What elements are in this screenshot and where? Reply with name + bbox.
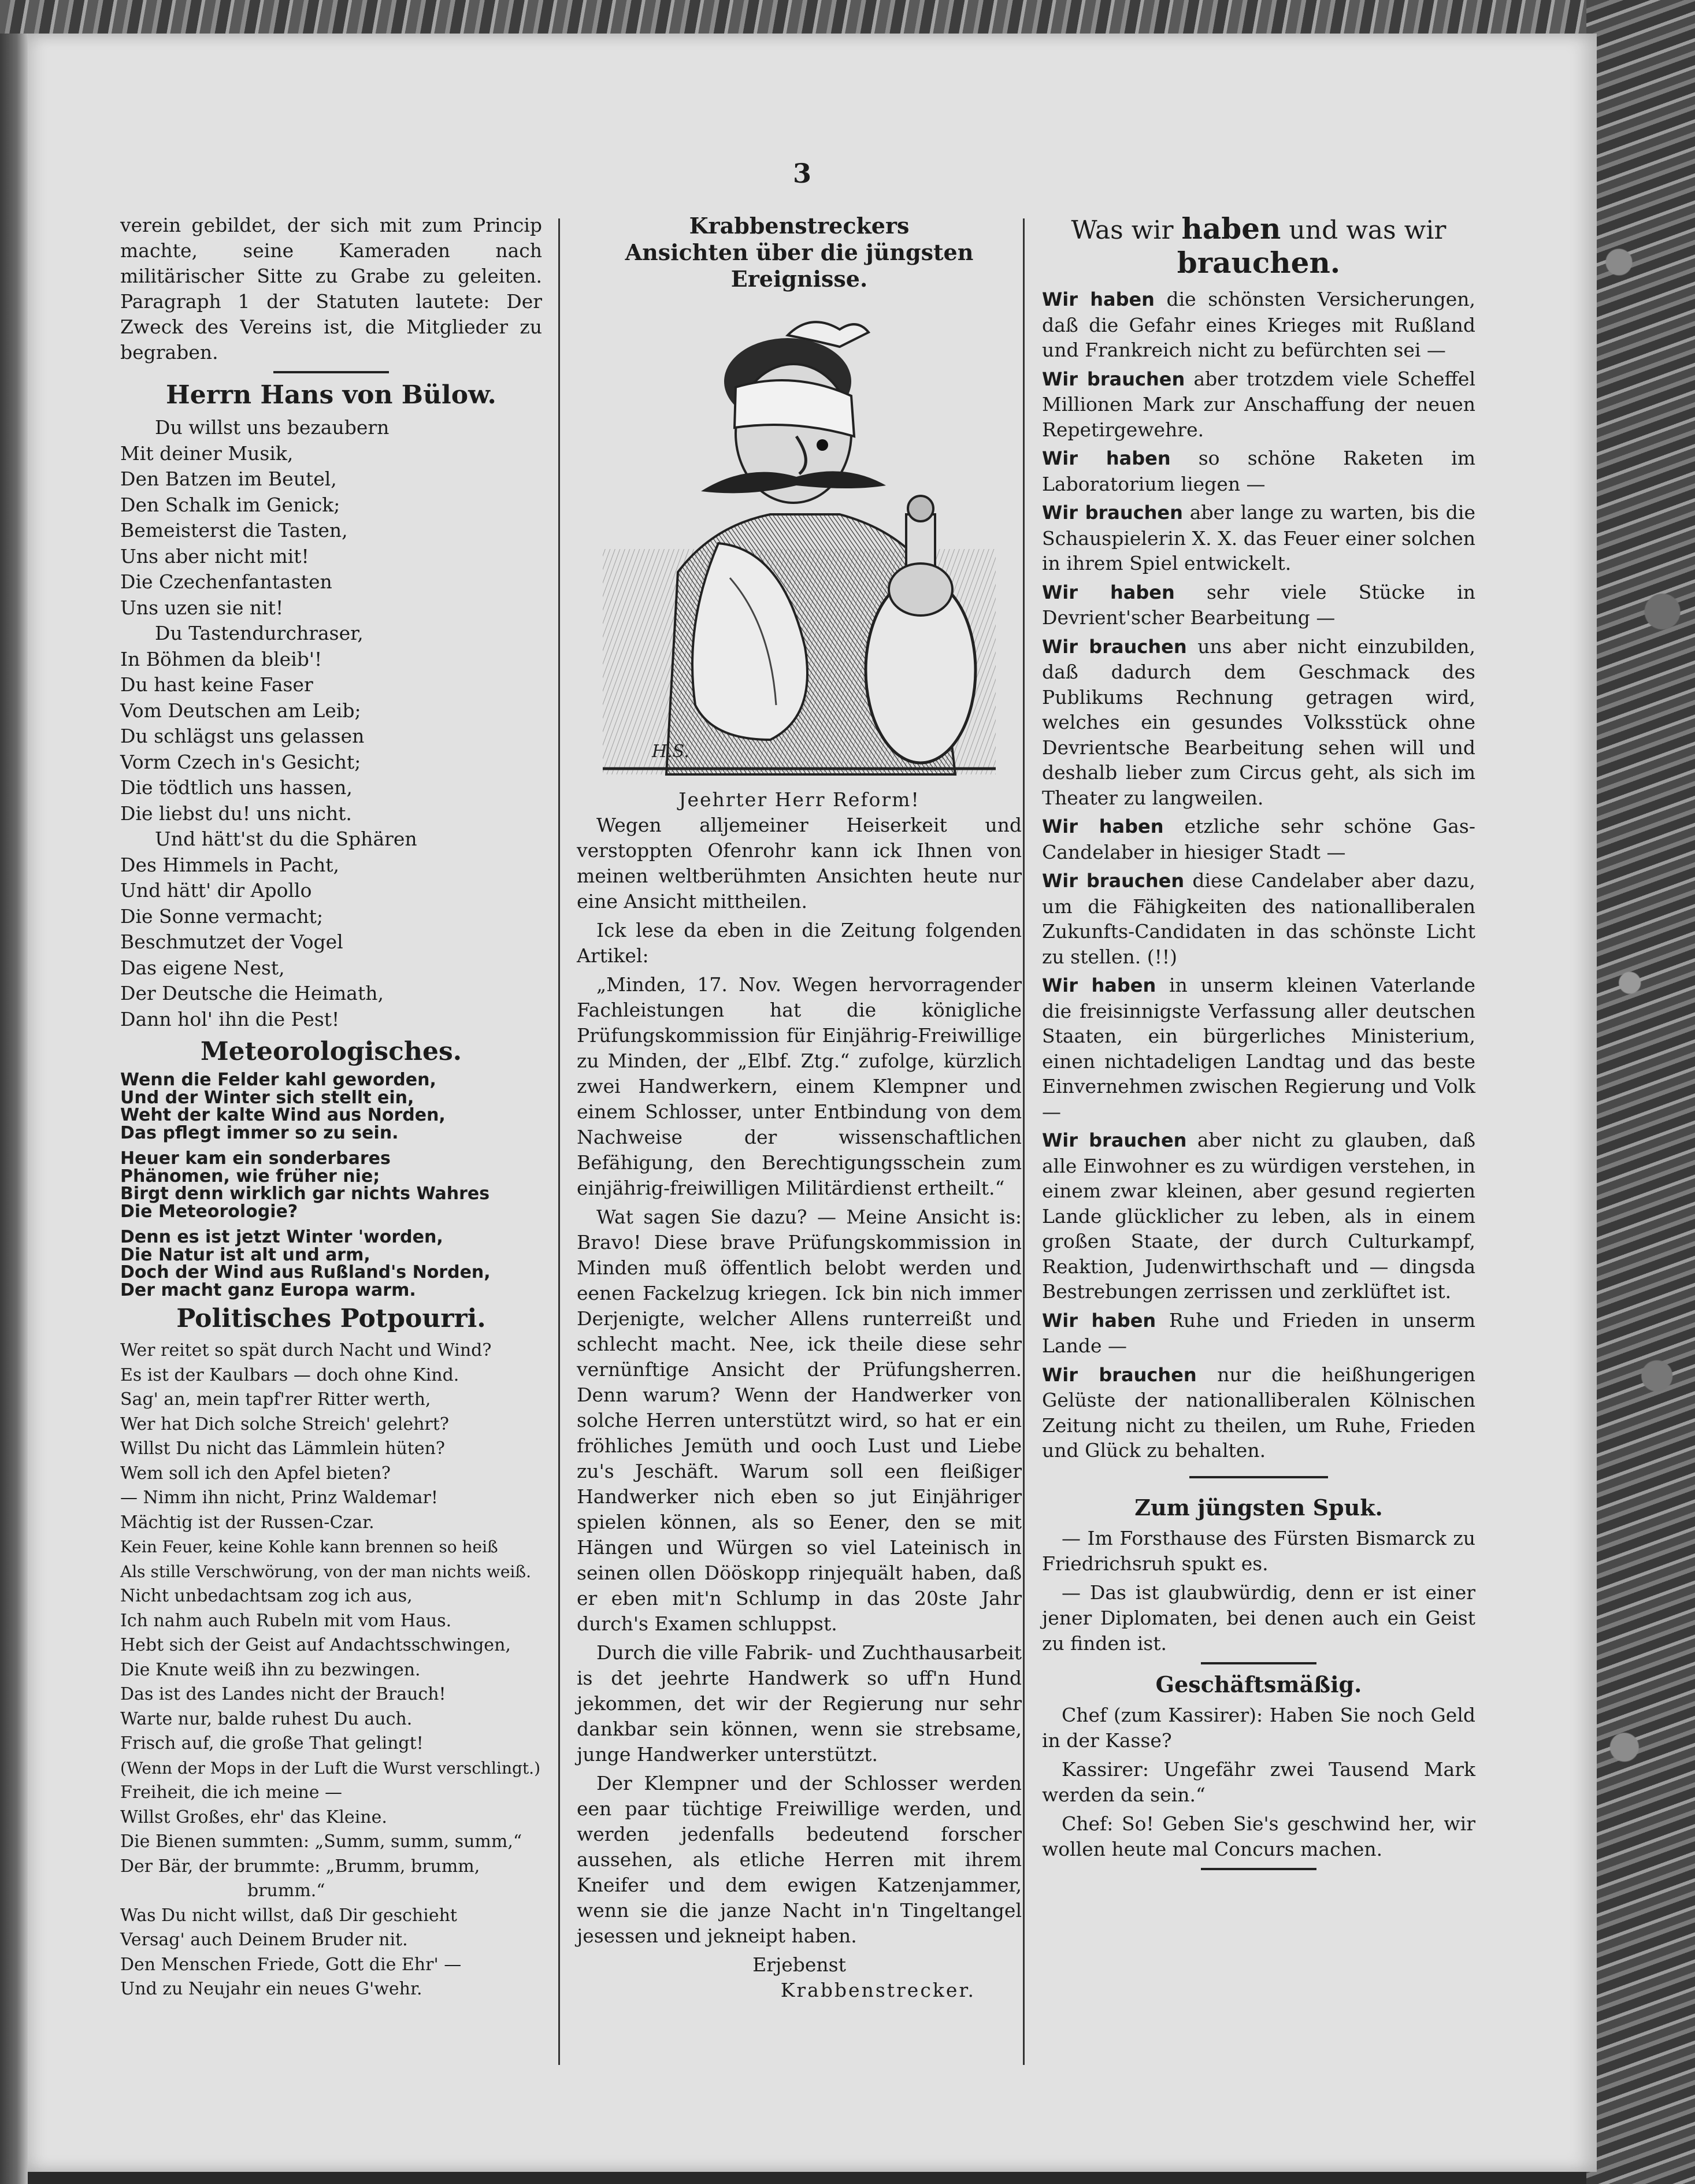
buelow-title: Herrn Hans von Bülow. [166, 380, 496, 410]
page-number: 3 [792, 158, 811, 189]
poem-line: Die tödtlich uns hassen, [120, 776, 353, 799]
poem-line: Beschmutzet der Vogel [120, 930, 343, 953]
poem-line: Wem soll ich den Apfel bieten? [120, 1463, 391, 1484]
letter-paragraph: Wat sagen Sie dazu? — Meine Ansicht is: Bravo! Diese brave Prüfungskommission in Minden muß öffentlich belobt werden und eenen Fackelzug kriegen. Ick bin nich immer Derjenigte, welcher Allens runterreißt und schlecht macht. Nee, ick theile diese sehr vernünftige Ansicht der Prüfungsherren. Denn warum? Wenn der Handwerker von solche Herren unterstützt wird, so hat er ein fröhliches Jemüth und ooch Lust und Liebe zu's Jeschäft. Warum soll een fleißiger Handwerker nich eben so jut Einjähriger spielen können, als so Eener, den se mit Hängen und Würgen so viel Lateinisch in seinen ollen Dööskopp rinjequält haben, daß er eben mit'n Schlump in das 20ste Jahr durch's Examen schluppst. [577, 1206, 1022, 1635]
poem-line: Der Bär, der brummte: „Brumm, brumm, [120, 1856, 480, 1877]
poem-line: (Wenn der Mops in der Luft die Wurst verschlingt.) [120, 1758, 541, 1778]
poem-line: Frisch auf, die große That gelingt! [120, 1733, 424, 1753]
letter-paragraph: Der Klempner und der Schlosser werden een paar tüchtige Freiwillige werden, und werden jedenfalls bedeutend forscher aussehen, als etliche Herren mit ihrem Kneifer und dem ewigen Katzenjammer, wenn sie die janze Nacht in'n Tingeltangel jesessen und jekneipt haben. [577, 1772, 1022, 1947]
title-part: Was wir [1071, 216, 1174, 245]
geschaeft-paragraph: Kassirer: Ungefähr zwei Tausend Mark werden da sein.“ [1042, 1757, 1475, 1806]
list-item: Wir haben in unserm kleinen Vaterlande die freisinnigste Verfassung aller deutschen Staaten, ein bürgerliches Ministerium, einen nichtadeligen Landtag und das beste Einvernehmen zwischen Regierung und Volk — [1042, 974, 1475, 1123]
poem-line: Willst Großes, ehr' das Kleine. [120, 1807, 387, 1827]
potpourri-title: Politisches Potpourri. [176, 1304, 486, 1333]
poem-line: Bemeisterst die Tasten, [120, 519, 348, 542]
poem-line: Du Tastendurchraser, [155, 622, 364, 644]
poem-line: Denn es ist jetzt Winter 'worden, [120, 1227, 443, 1247]
letter-paragraph: „Minden, 17. Nov. Wegen hervorragender Fachleistungen hat die königliche Prüfungskommission für Einjährig-Freiwillige zu Minden, der „Elbf. Ztg.“ zufolge, kürzlich zwei Handwerkern, einem Klempner und einem Schlosser, unter Entbindung von dem Nachweise der wissenschaftlichen Befähigung, den Berechtigungsschein zum einjährig-freiwilligen Militärdienst ertheilt.“ [577, 973, 1022, 1199]
poem-line: Phänomen, wie früher nie; [120, 1166, 380, 1186]
column-divider [1023, 218, 1025, 2065]
poem-line: Des Himmels in Pacht, [120, 853, 340, 876]
poem-line: Wer reitet so spät durch Nacht und Wind? [120, 1340, 492, 1360]
caricature-illustration [597, 301, 1002, 780]
newspaper-page [28, 34, 1597, 2172]
poem-line: Die Czechenfantasten [120, 570, 332, 593]
title-part: brauchen. [1177, 246, 1341, 280]
geschaeft-text [1042, 1703, 1475, 1862]
poem-line: Die Sonne vermacht; [120, 904, 324, 928]
poem-line: Die Meteorologie? [120, 1201, 298, 1222]
letter-closing: Erjebenst [752, 1953, 846, 1976]
letter-paragraph: Ick lese da eben in die Zeitung folgenden Artikel: [577, 919, 1022, 967]
poem-line: Der Deutsche die Heimath, [120, 982, 384, 1004]
poem-line: Heuer kam ein sonderbares [120, 1148, 391, 1169]
poem-line: Vom Deutschen am Leib; [120, 699, 361, 722]
poem-line: Das eigene Nest, [120, 956, 285, 979]
artist-signature: H.S. [652, 741, 689, 762]
poem-line: Vorm Czech in's Gesicht; [120, 750, 361, 773]
column-middle [577, 213, 1022, 2003]
poem-line: Was Du nicht willst, daß Dir geschieht [120, 1905, 457, 1926]
poem-line: Es ist der Kaulbars — doch ohne Kind. [120, 1364, 459, 1385]
poem-line: Nicht unbedachtsam zog ich aus, [120, 1586, 413, 1606]
list-item: Wir brauchen uns aber nicht einzubilden, daß dadurch dem Geschmack des Publikums Rechnung getragen wird, welches ein gesundes Volksstück ohne Devrientsche Bearbeitung sehen will und deshalb lieber zum Circus geht, als sich im Theater zu langweilen. [1042, 635, 1475, 809]
column-divider [558, 218, 560, 2065]
poem-line: Weht der kalte Wind aus Norden, [120, 1105, 446, 1125]
poem-line: Und zu Neujahr ein neues G'wehr. [120, 1979, 422, 1999]
poem-line: Den Menschen Friede, Gott die Ehr' — [120, 1954, 462, 1975]
poem-line: Das pflegt immer so zu sein. [120, 1122, 399, 1143]
poem-line: Versag' auch Deinem Bruder nit. [120, 1930, 408, 1950]
geschaeft-paragraph: Chef: So! Geben Sie's geschwind her, wir wollen heute mal Concurs machen. [1042, 1812, 1475, 1860]
poem-line: Als stille Verschwörung, von der man nichts weiß. [120, 1562, 531, 1581]
poem-line: Du willst uns bezaubern [155, 416, 390, 439]
meteo-title: Meteorologisches. [200, 1037, 462, 1066]
title-part: haben [1181, 212, 1281, 246]
spuk-title: Zum jüngsten Spuk. [1134, 1494, 1383, 1521]
marbled-top-edge [0, 0, 1695, 34]
poem-line: Den Batzen im Beutel, [120, 468, 337, 490]
list-item: Wir haben etzliche sehr schöne Gas-Candelaber in hiesiger Stadt — [1042, 815, 1475, 863]
buelow-poem [120, 415, 542, 1032]
poem-line: Freiheit, die ich meine — [120, 1782, 343, 1803]
title-part: und was wir [1289, 216, 1447, 245]
meteo-poem [120, 1071, 542, 1299]
poem-line: Warte nur, balde ruhest Du auch. [120, 1708, 413, 1729]
poem-line: Das ist des Landes nicht der Brauch! [120, 1684, 446, 1704]
poem-line: Den Schalk im Genick; [120, 493, 340, 516]
poem-line: Hebt sich der Geist auf Andachtsschwingen, [120, 1635, 511, 1655]
krabben-title-line: Ansichten über die jüngsten Ereignisse. [625, 239, 974, 292]
poem-line: Die Natur ist alt und arm, [120, 1244, 370, 1265]
letter-paragraph: Wegen alljemeiner Heiserkeit und verstoppten Ofenrohr kann ick Ihnen von meinen weltberühmten Ansichten heute nur eine Ansicht mittheilen. [577, 814, 1022, 913]
poem-line: Willst Du nicht das Lämmlein hüten? [120, 1438, 446, 1459]
poem-line: Der macht ganz Europa warm. [120, 1280, 416, 1300]
poem-line: Ich nahm auch Rubeln mit vom Haus. [120, 1610, 452, 1631]
poem-line: Und der Winter sich stellt ein, [120, 1087, 414, 1108]
letter-paragraph: Durch die ville Fabrik- und Zuchthausarbeit is det jeehrte Handwerk so uff'n Hund jekommen, det wir der Regierung nur sehr dankbar sein können, wenn sie strebsame, junge Handwerker unterstützt. [577, 1641, 1022, 1766]
list-item: Wir haben Ruhe und Frieden in unserm Lande — [1042, 1308, 1476, 1357]
marbled-cover-edge [1586, 0, 1695, 2184]
poem-line: Du hast keine Faser [120, 673, 313, 696]
poem-line: Wenn die Felder kahl geworden, [120, 1070, 436, 1090]
poem-line: Dann hol' ihn die Pest! [120, 1007, 340, 1030]
poem-line: Birgt denn wirklich gar nichts Wahres [120, 1184, 490, 1204]
poem-line: In Böhmen da bleib'! [120, 647, 322, 670]
poem-line: Die Knute weiß ihn zu bezwingen. [120, 1659, 421, 1680]
poem-line: Mit deiner Musik, [120, 442, 294, 465]
spuk-paragraph: — Im Forsthause des Fürsten Bismarck zu Friedrichsruh spukt es. [1042, 1526, 1475, 1575]
list-item: Wir brauchen aber lange zu warten, bis die Schauspielerin X. X. das Feuer einer solchen in ihrem Spiel entwickelt. [1042, 501, 1475, 574]
section-rule [1201, 1662, 1316, 1664]
list-item: Wir brauchen diese Candelaber aber dazu, um die Fähigkeiten des nationalliberalen Zukunfts-Candidaten in das schönste Licht zu stellen. (!!) [1042, 869, 1475, 968]
poem-line: Die Bienen summten: „Summ, summ, summ,“ [120, 1831, 522, 1852]
section-rule [273, 371, 389, 373]
section-rule [1189, 1476, 1328, 1478]
column-left [120, 213, 542, 2002]
poem-line: Doch der Wind aus Rußland's Norden, [120, 1262, 491, 1282]
list-item: Wir brauchen aber nicht zu glauben, daß alle Einwohner es zu würdigen verstehen, in einem zwar kleinen, aber gesund regierten Lande glücklicher zu leben, als in einem großen Staate, der durch Culturkampf, Reaktion, Judenwirthschaft und — dingsda Bestrebungen zerrissen und zerklüftet ist. [1042, 1129, 1475, 1303]
poem-line: Du schlägst uns gelassen [120, 725, 365, 747]
geschaeft-title: Geschäftsmäßig. [1155, 1671, 1362, 1697]
haben-brauchen-title [1042, 213, 1475, 281]
krabben-title-line: Krabbenstreckers [689, 213, 910, 239]
krabben-title [577, 213, 1022, 292]
poem-line: Die liebst du! uns nicht. [120, 802, 352, 825]
poem-line: Uns uzen sie nit! [120, 596, 284, 619]
intro-paragraph: verein gebildet, der sich mit zum Princip machte, seine Kameraden nach militärischer Sitte zu Grabe zu geleiten. Paragraph 1 der Statuten lautete: Der Zweck des Vereins ist, die Mitglieder zu begraben. [120, 214, 542, 364]
poem-line: brumm.“ [247, 1881, 325, 1901]
list-item: Wir brauchen nur die heißhungerigen Gelüste der nationalliberalen Kölnischen Zeitung nicht zu theilen, um Ruhe, Frieden und Glück zu behalten. [1042, 1363, 1476, 1462]
list-item: Wir haben sehr viele Stücke in Devrient'scher Bearbeitung — [1042, 580, 1475, 629]
poem-line: Uns aber nicht mit! [120, 544, 309, 568]
column-right [1042, 213, 1475, 1877]
letter-signature: Krabbenstrecker. [780, 1979, 976, 2001]
poem-line: Und hätt'st du die Sphären [155, 828, 417, 850]
list-item: Wir brauchen aber trotzdem viele Scheffel Millionen Mark zur Anschaffung der neuen Repetirgewehre. [1042, 367, 1476, 441]
haben-brauchen-list [1042, 287, 1475, 1463]
binding-gutter [0, 0, 28, 2184]
geschaeft-paragraph: Chef (zum Kassirer): Haben Sie noch Geld in der Kasse? [1042, 1703, 1475, 1752]
list-item: Wir haben die schönsten Versicherungen, daß die Gefahr eines Krieges mit Rußland und Frankreich nicht zu befürchten sei — [1042, 288, 1476, 361]
poem-line: Mächtig ist der Russen-Czar. [120, 1512, 374, 1533]
list-item: Wir haben so schöne Raketen im Laboratorium liegen — [1042, 447, 1475, 495]
salutation: Jeehrter Herr Reform! [678, 788, 920, 811]
section-rule [1201, 1868, 1316, 1870]
spuk-text [1042, 1526, 1475, 1656]
poem-line: Wer hat Dich solche Streich' gelehrt? [120, 1414, 449, 1434]
poem-line: Und hätt' dir Apollo [120, 879, 312, 902]
spuk-paragraph: — Das ist glaubwürdig, denn er ist einer jener Diplomaten, bei denen auch ein Geist zu finden ist. [1042, 1581, 1475, 1655]
letter-body [577, 813, 1022, 1949]
poem-line: Kein Feuer, keine Kohle kann brennen so heiß [120, 1537, 498, 1556]
potpourri-poem [120, 1338, 542, 2002]
poem-line: — Nimm ihn nicht, Prinz Waldemar! [120, 1488, 438, 1508]
poem-line: Sag' an, mein tapf'rer Ritter werth, [120, 1389, 431, 1410]
